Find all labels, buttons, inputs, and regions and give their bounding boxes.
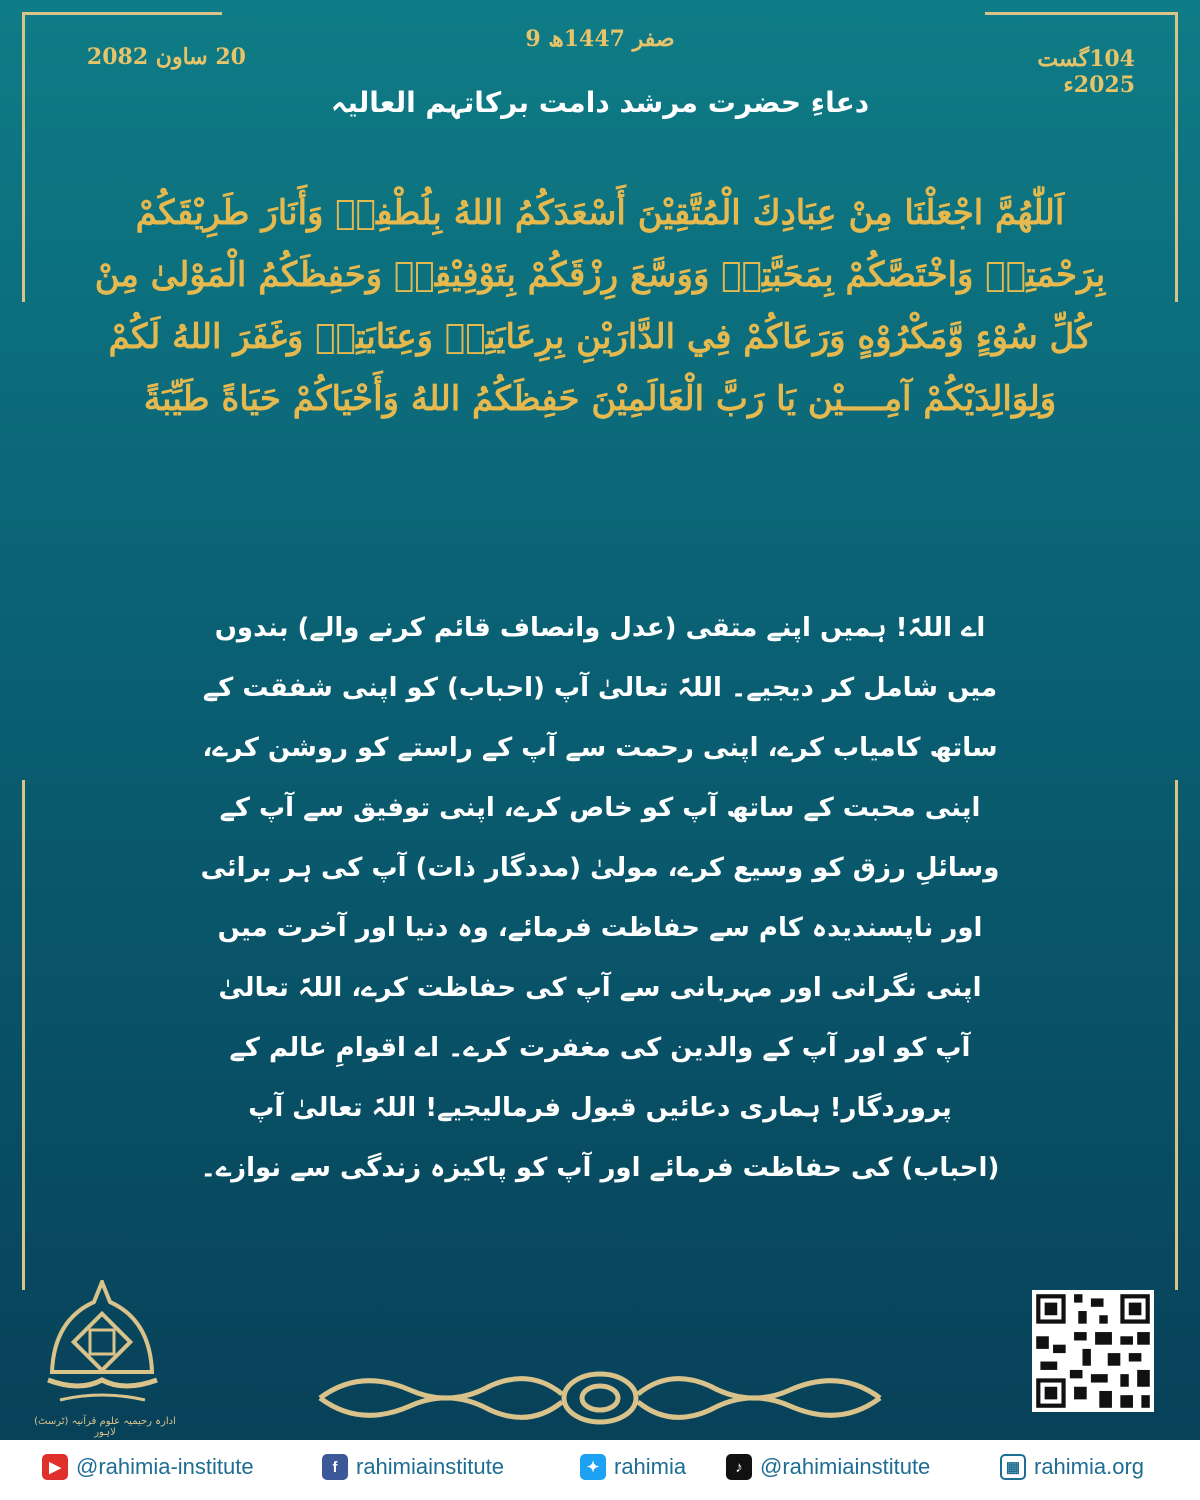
youtube-handle: @rahimia-institute [76, 1454, 254, 1479]
page-title: دعاءِ حضرت مرشد دامت برکاتہم العالیہ [330, 86, 870, 119]
hijri-date: 9 صفر 1447ھ [525, 26, 675, 52]
frame-top-left-horizontal [22, 12, 222, 15]
twitter-icon: ✦ [580, 1454, 606, 1480]
tiktok-handle: @rahimiainstitute [760, 1454, 931, 1479]
tiktok-link[interactable] [726, 1454, 930, 1480]
urdu-translation: اے اللہّ! ہمیں اپنے متقی (عدل وانصاف قائم کرنے والے) بندوں میں شامل کر دیجیے۔ اللہّ تعالیٰ آپ (احباب) کو اپنی شفقت کے ساتھ کامیاب کرے، اپنی رحمت سے آپ کے راستے کو روشن کرے، اپنی محبت کے ساتھ آپ کو خاص کرے، اپنی توفیق سے آپ کے وسائلِ رزق کو وسیع کرے، مولیٰ (مددگار ذات) آپ کی ہر برائی اور ناپسندیدہ کام سے حفاظت فرمائے، وہ دنیا اور آخرت میں اپنی نگرانی اور مہربانی سے آپ کی حفاظت کرے، اللہّ تعالیٰ آپ کو اور آپ کے والدین کی مغفرت کرے۔ اے اقوامِ عالم کے پروردگار! ہماری دعائیں قبول فرمالیجیے! اللہّ تعالیٰ آپ (احباب) کی حفاظت فرمائے اور آپ کو پاکیزہ زندگی سے نوازے۔ [200, 613, 1000, 1183]
website-url: rahimia.org [1034, 1454, 1145, 1479]
youtube-link[interactable] [42, 1454, 254, 1480]
facebook-icon: f [322, 1454, 348, 1480]
facebook-handle: rahimiainstitute [356, 1454, 504, 1479]
logo-caption: ادارہ رحیمیہ علوم قرآنیہ (ٹرسٹ) لاہور [34, 1416, 176, 1438]
gregorian-date: 104گست 2025ء [1037, 46, 1135, 98]
youtube-icon: ▶ [42, 1454, 68, 1480]
rahimia-logo-icon [40, 1280, 165, 1410]
twitter-handle: rahimia [614, 1454, 687, 1479]
bikrami-date: 20 ساون 2082 [86, 44, 246, 70]
twitter-link[interactable] [580, 1454, 686, 1480]
qr-small-icon: ▦ [1000, 1454, 1026, 1480]
tiktok-icon: ♪ [726, 1454, 752, 1480]
decorative-ornament [300, 1368, 900, 1428]
arabic-dua: اَللّٰهُمَّ اجْعَلْنَا مِنْ عِبَادِكَ الْمُتَّقِيْنَ أَسْعَدَكُمُ اللهُ بِلُطْفِهٖ وَأَنَارَ طَرِيْقَكُمْ بِرَحْمَتِهٖ وَاخْتَصَّكُمْ بِمَحَبَّتِهٖ وَوَسَّعَ رِزْقَكُمْ بِتَوْفِيْقِهٖ وَحَفِظَكُمُ الْمَوْلىٰ مِنْ كُلِّ سُوْءٍ وَّمَكْرُوْهٍ وَرَعَاكُمْ فِي الدَّارَيْنِ بِرِعَايَتِهٖ وَعِنَايَتِهٖ وَغَفَرَ اللهُ لَكُمْ وَلِوَالِدَيْكُمْ آمِــــيْن يَا رَبَّ الْعَالَمِيْنَ حَفِظَكُمُ اللهُ وَأَحْيَاكُمْ حَيَاةً طَيِّبَةً [94, 193, 1106, 419]
frame-bottom-right-vertical [1175, 780, 1178, 1290]
frame-bottom-left-vertical [22, 780, 25, 1290]
facebook-link[interactable] [322, 1454, 504, 1480]
frame-top-right-horizontal [985, 12, 1178, 15]
frame-top-right-vertical [1175, 12, 1178, 302]
frame-top-left-vertical [22, 12, 25, 302]
website-link[interactable] [1000, 1454, 1144, 1480]
qr-code-icon[interactable] [1032, 1290, 1154, 1412]
